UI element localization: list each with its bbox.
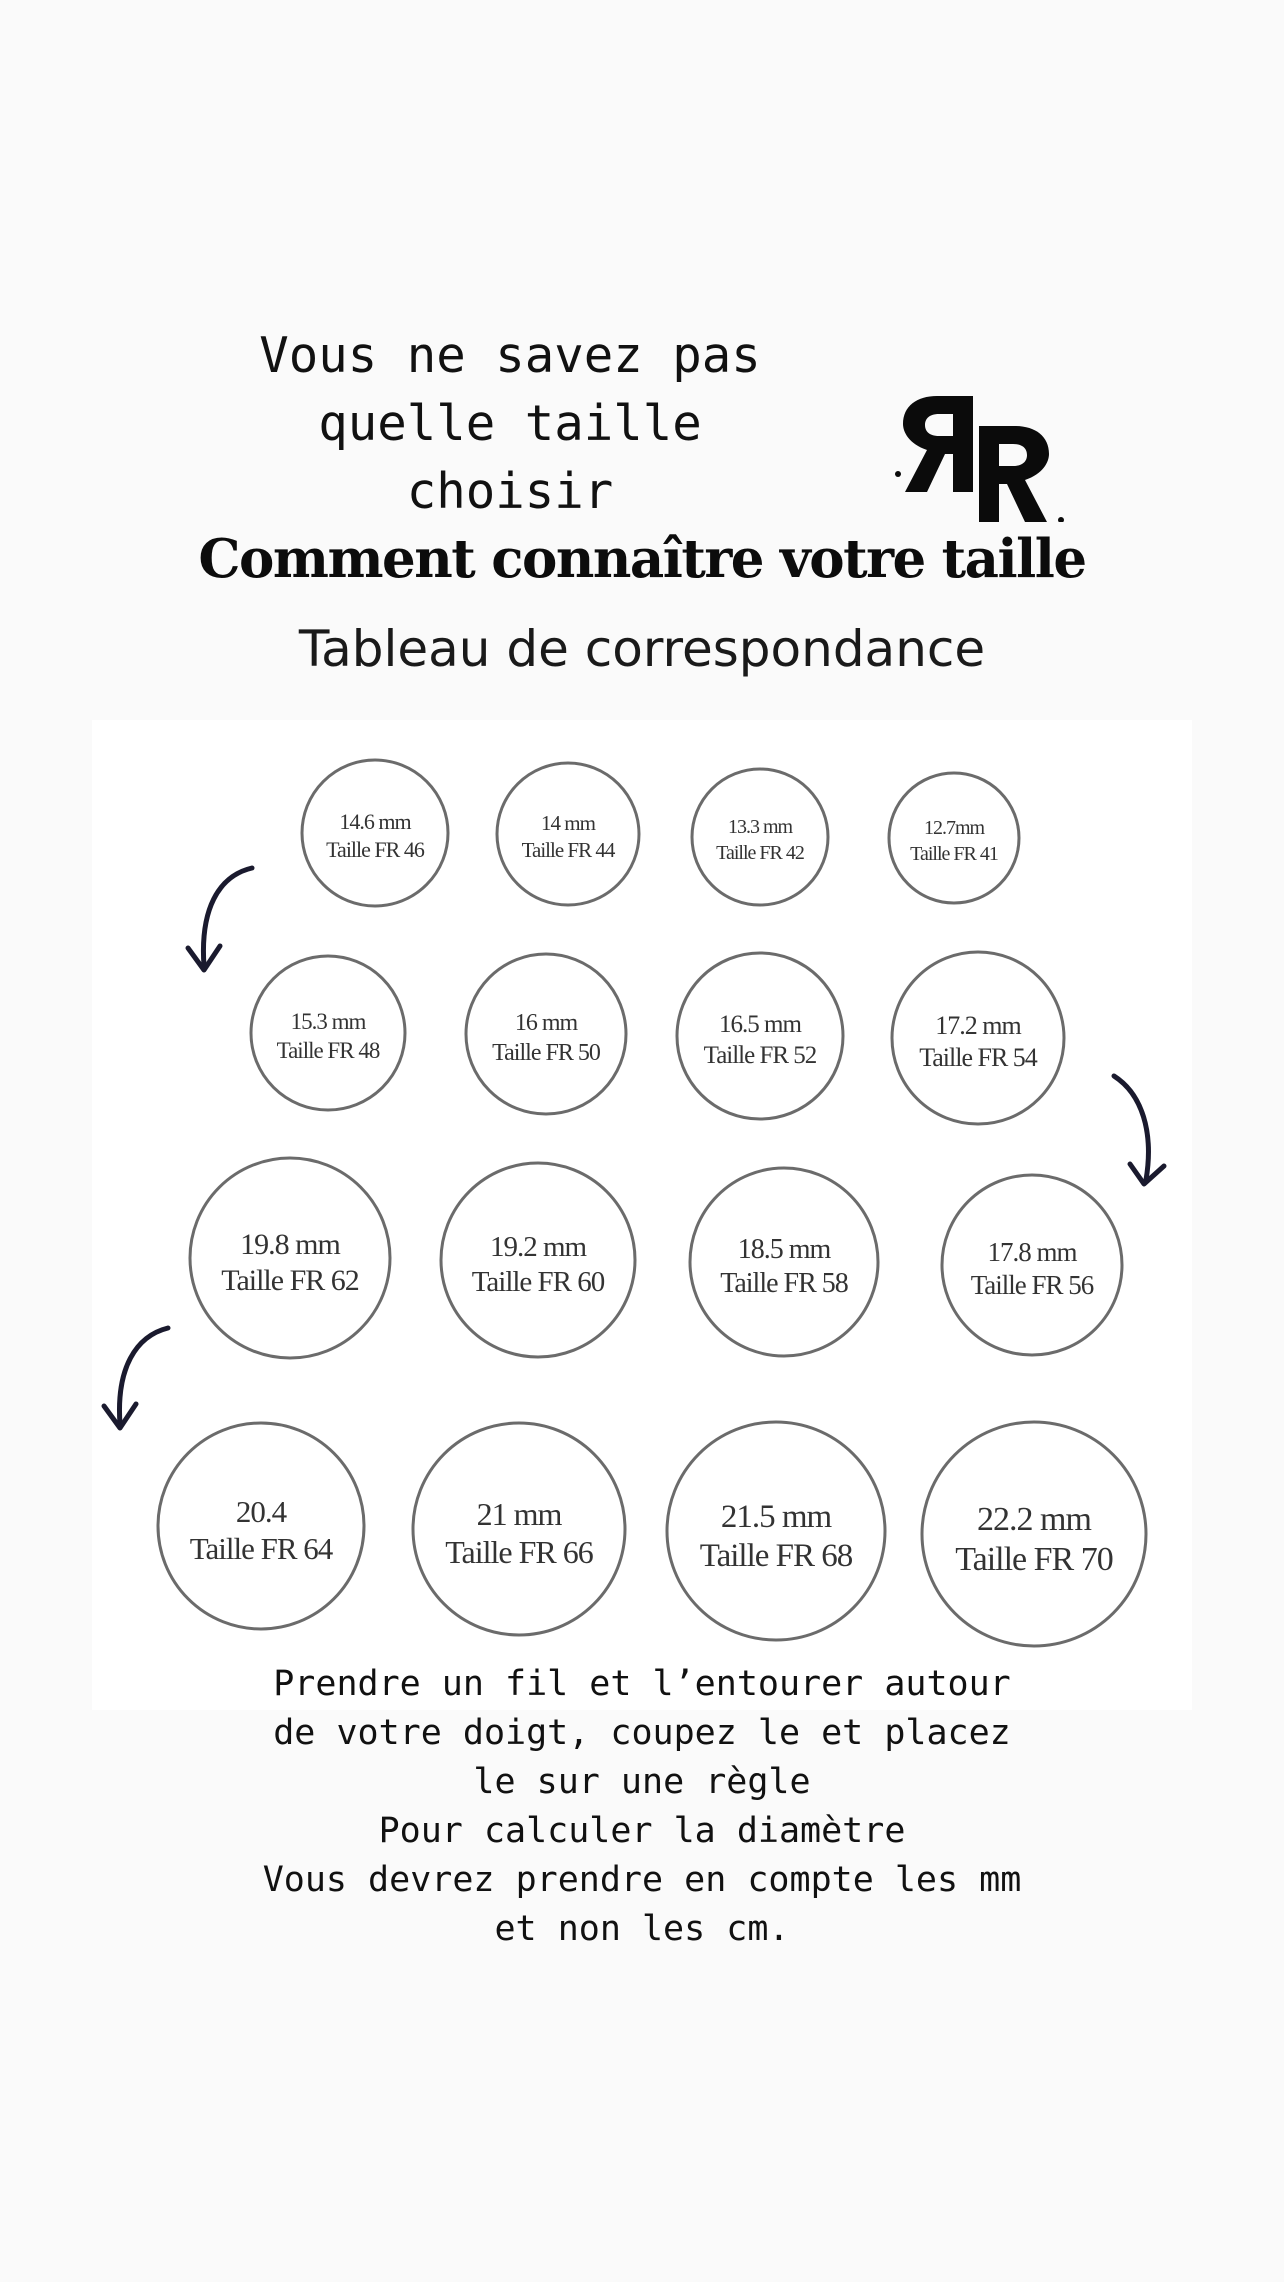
ring-size-label: Taille FR 64 [189,1531,333,1566]
ring-size-item [690,1168,878,1356]
ring-size-label: Taille FR 54 [919,1043,1037,1072]
instructions-line-1: Prendre un fil et l’entourer autour [273,1664,1011,1704]
ring-size-chart [92,720,1192,1710]
arrow-row1-left [188,868,252,970]
ring-diameter-label: 18.5 mm [737,1234,831,1265]
logo-dot-right [1058,517,1064,522]
ring-diameter-label: 20.4 [235,1494,287,1529]
ring-diameter-label: 12.7mm [923,817,985,839]
logo-letter-mirrored-r [903,396,973,492]
ring-diameter-label: 21.5 mm [720,1499,832,1535]
ring-size-label: Taille FR 52 [703,1042,817,1069]
ring-size-item [441,1163,635,1357]
arrow-row2-right [1114,1076,1164,1184]
ring-size-item [892,952,1064,1124]
intro-line-1: Vous ne savez pas [259,327,761,384]
instructions-line-5: Vous devrez prendre en compte les mm [262,1860,1022,1900]
instructions-text [170,1660,1114,1954]
ring-size-chart-panel [92,720,1192,1710]
intro-text [190,322,830,526]
ring-size-item [692,769,828,905]
instructions-line-3: le sur une règle [473,1762,811,1802]
intro-line-2: quelle taille [318,395,702,452]
ring-size-label: Taille FR 68 [699,1538,853,1574]
ring-size-label: Taille FR 66 [445,1534,593,1570]
ring-diameter-label: 13.3 mm [727,816,793,838]
ring-size-label: Taille FR 44 [521,838,615,862]
ring-size-label: Taille FR 70 [955,1541,1113,1578]
ring-size-item [413,1423,625,1635]
ring-size-label: Taille FR 62 [221,1264,359,1297]
ring-diameter-label: 19.8 mm [240,1228,340,1261]
ring-size-item [158,1423,364,1629]
ring-size-label: Taille FR 50 [492,1040,600,1066]
ring-size-item [677,953,843,1119]
ring-diameter-label: 15.3 mm [290,1009,366,1034]
ring-size-label: Taille FR 56 [970,1270,1094,1300]
page-subtitle: Tableau de correspondance [298,620,986,678]
instructions-line-2: de votre doigt, coupez le et placez [273,1713,1011,1753]
ring-diameter-label: 17.2 mm [935,1011,1021,1040]
ring-diameter-label: 21 mm [476,1496,562,1532]
brand-logo [895,392,1065,522]
ring-size-item [889,773,1019,903]
ring-diameter-label: 22.2 mm [977,1501,1091,1538]
ring-size-label: Taille FR 58 [720,1268,848,1299]
ring-diameter-label: 14.6 mm [339,809,411,834]
ring-size-item [251,956,405,1110]
instructions-line-4: Pour calculer la diamètre [378,1811,906,1851]
ring-size-item [667,1422,885,1640]
ring-size-item [190,1158,390,1358]
ring-size-item [922,1422,1146,1646]
ring-size-item [942,1175,1122,1355]
ring-size-item [497,763,639,905]
logo-dot-left [895,471,901,477]
ring-diameter-label: 16.5 mm [719,1011,801,1038]
page-title: Comment connaître votre taille [198,528,1086,590]
ring-size-label: Taille FR 48 [276,1038,380,1063]
ring-size-label: Taille FR 60 [471,1266,605,1298]
ring-size-item [302,760,448,906]
intro-line-3: choisir [406,463,614,520]
ring-diameter-label: 16 mm [514,1010,578,1036]
arrow-row3-left [104,1328,168,1428]
logo-letter-r [979,426,1049,522]
ring-size-label: Taille FR 41 [910,843,998,865]
ring-diameter-label: 19.2 mm [489,1231,587,1263]
ring-diameter-label: 17.8 mm [987,1237,1077,1267]
ring-size-label: Taille FR 46 [326,837,424,862]
ring-size-item [466,954,626,1114]
ring-diameter-label: 14 mm [541,811,595,835]
instructions-line-6: et non les cm. [494,1909,790,1949]
ring-size-label: Taille FR 42 [716,842,804,864]
